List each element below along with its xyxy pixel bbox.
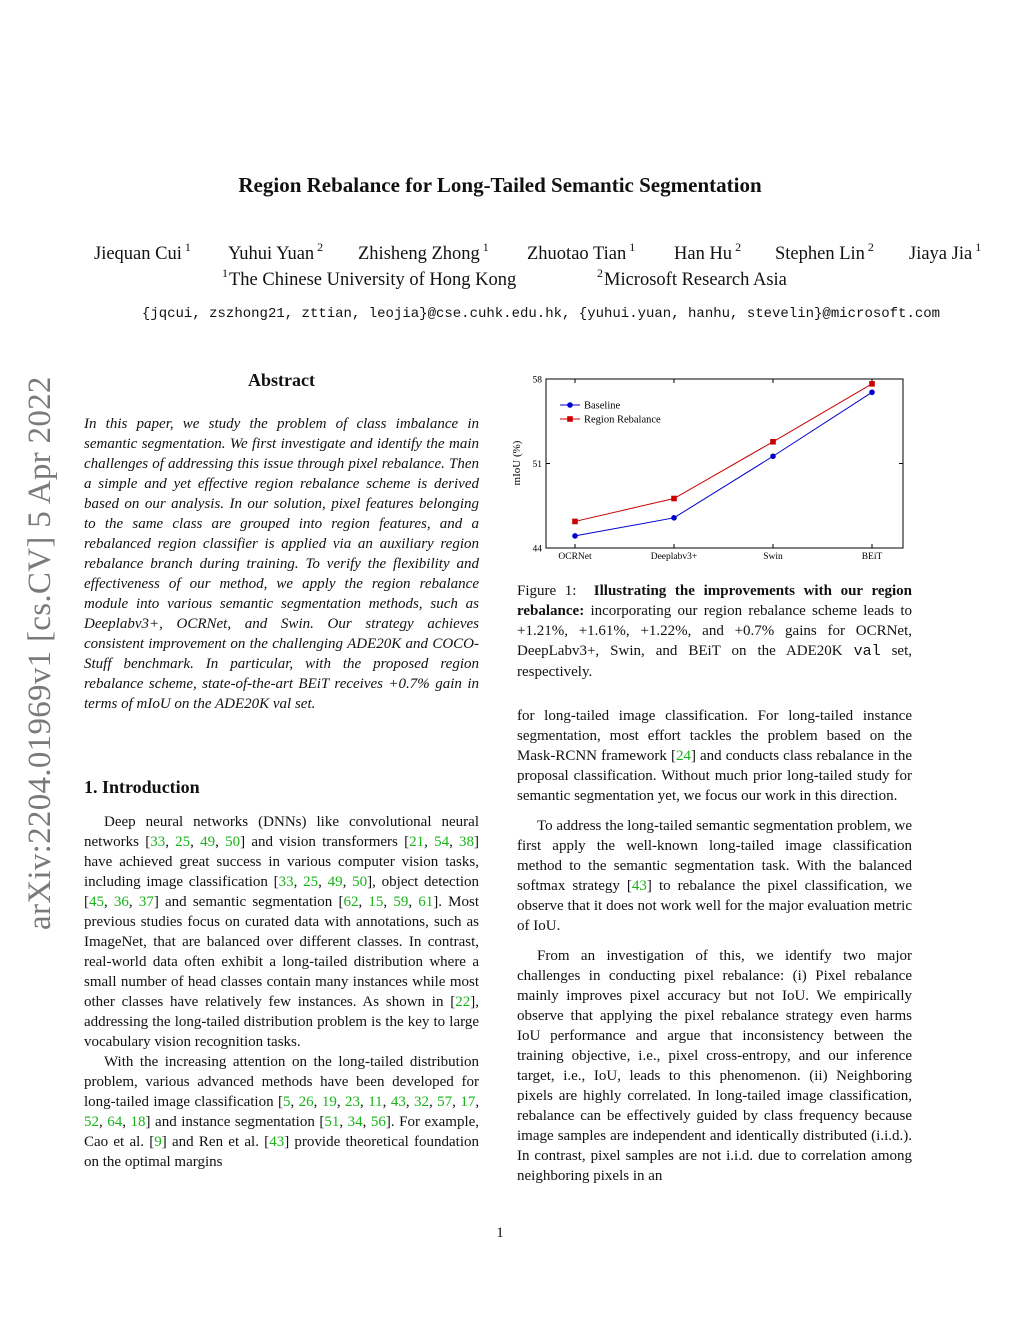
citation-link[interactable]: 43 bbox=[631, 878, 647, 894]
citation-link[interactable]: 52 bbox=[84, 1114, 99, 1130]
citation-link[interactable]: 15 bbox=[368, 894, 384, 910]
citation-link[interactable]: 33 bbox=[278, 874, 294, 890]
region-rebalance-point bbox=[572, 519, 578, 525]
citation-link[interactable]: 54 bbox=[434, 834, 450, 850]
baseline-point bbox=[572, 533, 578, 539]
affiliation-2: $^2$Microsoft Research Asia bbox=[597, 266, 787, 290]
citation-link[interactable]: 62 bbox=[343, 894, 359, 910]
citation-link[interactable]: 33 bbox=[150, 834, 166, 850]
x-tick-label: OCRNet bbox=[558, 552, 592, 562]
legend bbox=[560, 401, 661, 426]
citation-link[interactable]: 17 bbox=[460, 1094, 476, 1110]
citation-link[interactable]: 51 bbox=[324, 1114, 340, 1130]
citation-link[interactable]: 24 bbox=[675, 748, 691, 764]
right-paragraph-1: for long-tailed image classification. For long-tailed instance segmentation, most effort tackles the problem based on the Mask-RCNN framework [24] and conducts class rebalance in the proposal classification. Without much prior long-tailed study for semantic segmentation yet, we focus our work in this direction. bbox=[517, 708, 912, 804]
figure-1-caption: Figure 1: Illustrating the improvements with our region rebalance: incorporating our region rebalance scheme leads to +1.21%, +1.61%, +1.22%, and +0.7% gains for OCRNet, DeepLabv3+, Swin, and BEiT on the ADE20K val set, respectively. bbox=[517, 583, 912, 680]
author-emails: {jqcui, zszhong21, zttian, leojia}@cse.cuhk.edu.hk, {yuhui.yuan, hanhu, stevelin}@microsoft.com bbox=[141, 306, 941, 322]
citation-link[interactable]: 25 bbox=[175, 834, 191, 850]
baseline-point bbox=[869, 389, 875, 395]
citation-link[interactable]: 25 bbox=[303, 874, 319, 890]
abstract-text: In this paper, we study the problem of class imbalance in semantic segmentation. We first investigate and identify the main challenges of addressing this issue through pixel rebalance. Then a simple and yet effective region rebalance scheme is derived based on our analysis. In our solution, pixel features belonging to the same class are grouped into region features, and a rebalanced region classifier is applied via an auxiliary region rebalance branch during training. To verify the flexibility and effectiveness of our method, we apply the region rebalance module into various semantic segmentation methods, such as Deeplabv3+, OCRNet, and Swin. Our strategy achieves consistent improvement on the challenging ADE20K and COCO-Stuff benchmark. In particular, with the proposed region rebalance scheme, state-of-the-art BEiT receives +0.7% gain in terms of mIoU on the ADE20K val set. bbox=[84, 416, 479, 712]
y-tick-label: 58 bbox=[532, 375, 542, 386]
legend-baseline-label: Baseline bbox=[584, 400, 621, 412]
right-paragraph-2: To address the long-tailed semantic segmentation problem, we first apply the well-known long-tailed image classification method to the semantic segmentation task. With the balanced softmax strategy [43] to rebalance the pixel classification, we observe that it does not work well for the major evaluation metric of IoU. bbox=[517, 818, 912, 934]
author-3: Zhisheng Zhong $^1$ bbox=[358, 240, 489, 264]
citation-link[interactable]: 34 bbox=[347, 1114, 363, 1130]
citation-link[interactable]: 64 bbox=[107, 1114, 123, 1130]
citation-link[interactable]: 22 bbox=[455, 994, 471, 1010]
author-5: Han Hu $^2$ bbox=[674, 240, 742, 264]
affiliation-1: $^1$The Chinese University of Hong Kong bbox=[222, 266, 517, 290]
citation-link[interactable]: 50 bbox=[225, 834, 241, 850]
citation-link[interactable]: 37 bbox=[138, 894, 154, 910]
citation-link[interactable]: 36 bbox=[113, 894, 129, 910]
y-tick-label: 51 bbox=[532, 460, 542, 470]
legend-baseline-marker bbox=[567, 402, 573, 408]
author-4: Zhuotao Tian $^1$ bbox=[527, 240, 636, 264]
citation-link[interactable]: 61 bbox=[418, 894, 434, 910]
citation-link[interactable]: 43 bbox=[269, 1134, 285, 1150]
region-rebalance-point bbox=[770, 439, 776, 445]
legend-rebalance-marker bbox=[567, 416, 573, 422]
region-rebalance-point bbox=[869, 381, 875, 387]
right-paragraph-3: From an investigation of this, we identify two major challenges in conducting pixel rebalance: (i) Pixel rebalance mainly improves pixel accuracy but not IoU. We empirically observe that applying the pixel rebalance strategy even harms IoU performance and argue that inconsistency between the training objective, i.e., pixel cross-entropy, and our inference target, i.e., IoU, leads to this phenomenon. (ii) Neighboring pixels are highly correlated. In long-tailed image classification, rebalance can be effectively guided by class frequency because image samples are independent and identically distributed (i.i.d.). In contrast, pixel samples are not i.i.d. due to correlation among neighboring pixels in an bbox=[517, 948, 912, 1184]
citation-link[interactable]: 5 bbox=[283, 1094, 291, 1110]
citation-link[interactable]: 59 bbox=[393, 894, 409, 910]
intro-paragraph-1: Deep neural networks (DNNs) like convolutional neural networks [33, 25, 49, 50] and vision transformers [21, 54, 38] have achieved great success in various computer vision tasks, including image classification [33, 25, 49, 50], object detection [45, 36, 37] and semantic segmentation [62, 15, 59, 61]. Most previous studies focus on curated data with annotations, such as ImageNet, that are balanced over different classes. In contrast, real-world data often exhibit a long-tailed distribution where a small number of head classes contain many instances while most other classes have relatively few instances. As shown in [22], addressing the long-tailed distribution problem is the key to large vocabulary vision recognition tasks. bbox=[84, 814, 480, 1050]
citation-link[interactable]: 23 bbox=[345, 1094, 361, 1110]
x-tick-label: BEiT bbox=[861, 552, 883, 562]
citation-link[interactable]: 56 bbox=[370, 1114, 386, 1130]
paper-title: Region Rebalance for Long-Tailed Semantic Segmentation bbox=[238, 173, 762, 197]
citation-link[interactable]: 38 bbox=[459, 834, 475, 850]
introduction-body bbox=[84, 812, 479, 1172]
abstract-heading: Abstract bbox=[248, 370, 315, 390]
legend-rebalance-label: Region Rebalance bbox=[584, 414, 661, 426]
arxiv-stamp: arXiv:2204.01969v1 [cs.CV] 5 Apr 2022 bbox=[22, 376, 58, 930]
region-rebalance-point bbox=[671, 496, 677, 502]
author-1: Jiequan Cui $^1$ bbox=[94, 240, 191, 264]
baseline-point bbox=[770, 453, 776, 459]
citation-link[interactable]: 57 bbox=[437, 1094, 453, 1110]
page-number: 1 bbox=[496, 1225, 504, 1241]
author-2: Yuhui Yuan $^2$ bbox=[228, 240, 324, 264]
y-axis-label: mIoU (%) bbox=[511, 440, 523, 486]
citation-link[interactable]: 43 bbox=[390, 1094, 406, 1110]
citation-link[interactable]: 18 bbox=[130, 1114, 146, 1130]
citation-link[interactable]: 49 bbox=[200, 834, 216, 850]
y-tick-label: 44 bbox=[532, 544, 542, 555]
introduction-heading: 1. Introduction bbox=[84, 777, 200, 797]
x-tick-label: Swin bbox=[763, 552, 783, 562]
intro-paragraph-2: With the increasing attention on the long-tailed distribution problem, various advanced methods have been developed for long-tailed image classification [5, 26, 19, 23, 11, 43, 32, 57, 17, 52, 64, 18] and instance segmentation [51, 34, 56]. For example, Cao et al. [9] and Ren et al. [43] provide theoretical foundation on the optimal margins bbox=[84, 1054, 480, 1170]
citation-link[interactable]: 49 bbox=[327, 874, 343, 890]
author-6: Stephen Lin $^2$ bbox=[775, 240, 874, 264]
right-column-body bbox=[517, 706, 912, 1186]
citation-link[interactable]: 32 bbox=[413, 1094, 429, 1110]
citation-link[interactable]: 50 bbox=[352, 874, 368, 890]
x-tick-label: Deeplabv3+ bbox=[650, 552, 698, 562]
figure-1-chart bbox=[508, 368, 918, 568]
author-7: Jiaya Jia $^1$ bbox=[909, 240, 982, 264]
citation-link[interactable]: 19 bbox=[321, 1094, 337, 1110]
citation-link[interactable]: 11 bbox=[368, 1094, 383, 1110]
citation-link[interactable]: 26 bbox=[298, 1094, 314, 1110]
baseline-point bbox=[671, 515, 677, 521]
citation-link[interactable]: 45 bbox=[89, 894, 104, 910]
citation-link[interactable]: 21 bbox=[409, 834, 425, 850]
citation-link[interactable]: 9 bbox=[154, 1134, 162, 1150]
